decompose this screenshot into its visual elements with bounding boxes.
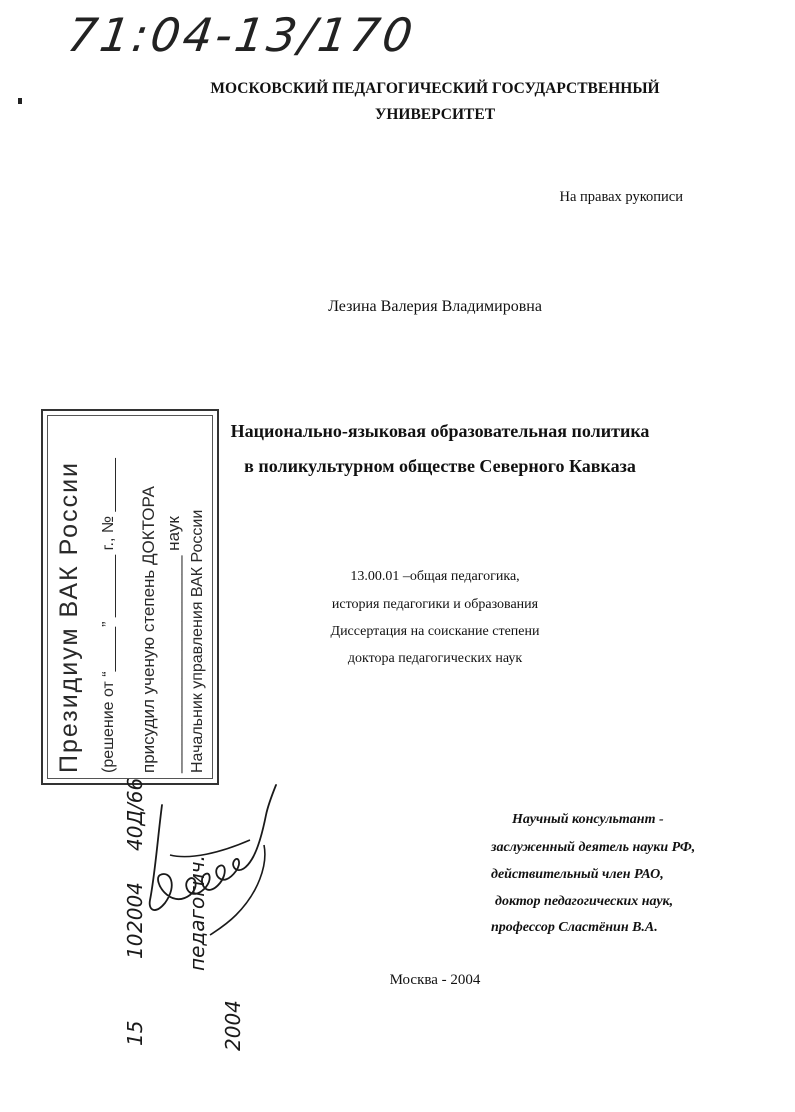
consultant-heading: Научный консультант - xyxy=(512,812,664,827)
university-name-line2: УНИВЕРСИТЕТ xyxy=(374,106,496,123)
handwritten-signature xyxy=(140,775,300,945)
stamp-decision-line: (решение от “_____” _______ г., № ______ xyxy=(100,458,117,773)
author-name: Лезина Валерия Владимировна xyxy=(328,298,542,315)
stamp-handwritten-year2: 2004 xyxy=(221,1000,245,1051)
specialty-name-line: история педагогики и образования xyxy=(331,597,539,612)
stamp-field-line: _______________________ наук xyxy=(164,516,183,773)
stamp-head-line: Начальник управления ВАК России xyxy=(189,509,206,773)
consultant-title-line1: заслуженный деятель науки РФ, xyxy=(491,840,696,855)
manuscript-note: На правах рукописи xyxy=(559,189,683,205)
stamp-degree-line: присудил ученую степень ДОКТОРА xyxy=(139,485,158,773)
specialty-code-line: 13.00.01 –общая педагогика, xyxy=(350,569,520,584)
dissertation-title-line2: в поликультурном обществе Северного Кавказа xyxy=(244,456,636,476)
university-name-line1: МОСКОВСКИЙ ПЕДАГОГИЧЕСКИЙ ГОСУДАРСТВЕННЫЙ xyxy=(210,80,660,97)
stamp-handwritten-month: 10 xyxy=(123,933,147,959)
stamp-handwritten-number: 40Д/66 xyxy=(123,777,147,851)
stamp-handwritten-day: 15 xyxy=(123,1020,147,1046)
stamp-handwritten-field: педагогич. xyxy=(185,855,209,971)
stamp-handwritten-year: 2004 xyxy=(123,882,147,933)
archive-number-handwritten: 71:04-13/170 xyxy=(64,8,419,62)
city-year: Москва - 2004 xyxy=(389,972,481,988)
vak-stamp xyxy=(41,409,245,1051)
consultant-name: профессор Сластёнин В.А. xyxy=(491,920,658,935)
stamp-presidium-line: Президиум ВАК России xyxy=(55,461,83,773)
consultant-title-line2: действительный член РАО, xyxy=(491,867,664,882)
scan-speck xyxy=(18,98,22,104)
dissertation-title-line1: Национально-языковая образовательная политика xyxy=(230,421,650,441)
consultant-degree: доктор педагогических наук, xyxy=(495,894,674,909)
degree-line1: Диссертация на соискание степени xyxy=(330,624,540,639)
degree-line2: доктора педагогических наук xyxy=(347,651,523,666)
